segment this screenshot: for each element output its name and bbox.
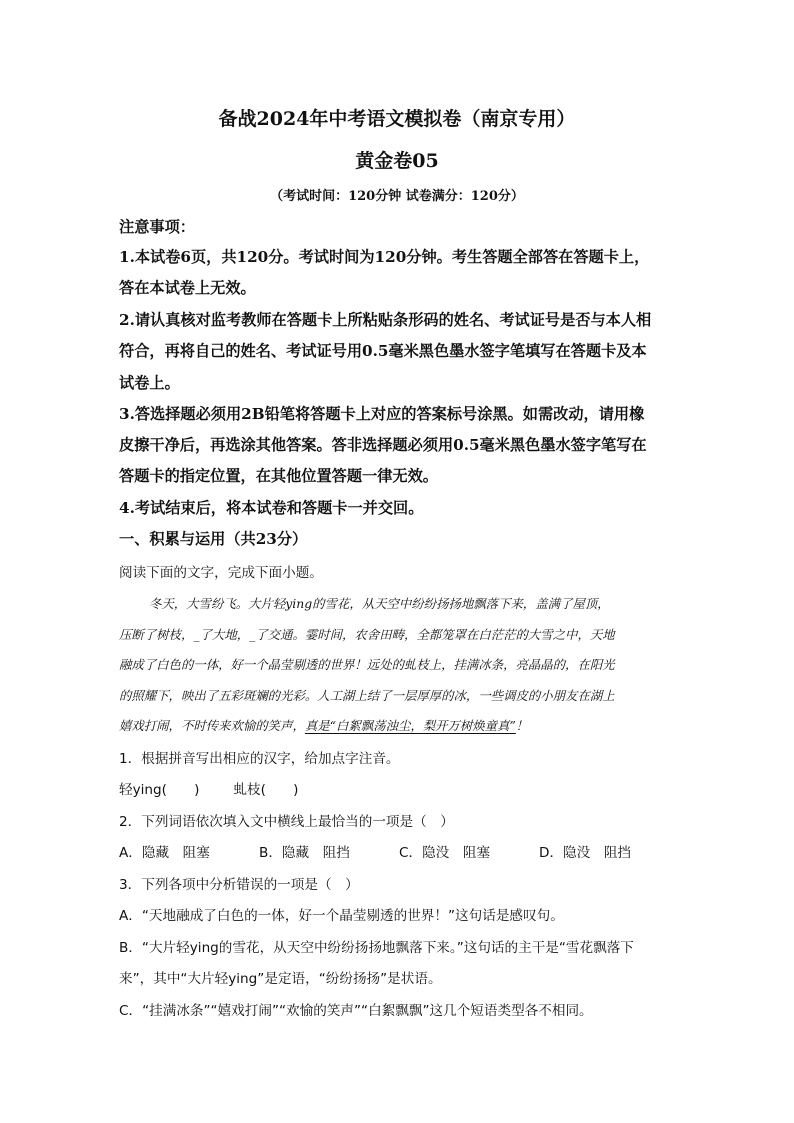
question-3-option-b-cont: 来”，其中“大片轻ying”是定语，“纷纷扬扬”是状语。 [119, 971, 442, 987]
passage-line: 的照耀下，映出了五彩斑斓的光彩。人工湖上结了一层厚厚的冰，一些调皮的小朋友在湖上 [119, 688, 615, 703]
question-3-stem: 3．下列各项中分析错误的一项是（ ） [119, 877, 359, 893]
question-3-option-c: C．“挂满冰条”“嬉戏打闹”“欢愉的笑声”“白絮飘飘”这几个短语类型各不相同。 [119, 1003, 593, 1019]
notice-line: 试卷上。 [119, 374, 180, 392]
question-3-option-a: A．“天地融成了白色的一体，好一个晶莹剔透的世界！”这句话是感叹句。 [119, 908, 564, 924]
passage-line: 融成了白色的一体，好一个晶莹剔透的世界！远处的虬枝上，挂满冰条，亮晶晶的，在阳光 [119, 657, 615, 672]
option-d: D．隐没 阻挡 [539, 845, 632, 861]
exam-info: （考试时间：120分钟 试卷满分：120分） [270, 189, 524, 204]
exam-title: 备战2024年中考语文模拟卷（南京专用） [218, 108, 576, 130]
question-1-stem: 1．根据拼音写出相应的汉字，给加点字注音。 [119, 751, 400, 767]
notice-line: 符合，再将自己的姓名、考试证号用0.5毫米黑色墨水签字笔填写在答题卡及本 [119, 342, 647, 360]
notice-line: 答题卡的指定位置，在其他位置答题一律无效。 [119, 467, 438, 485]
notice-line: 2.请认真核对监考教师在答题卡上所粘贴条形码的姓名、考试证号是否与本人相 [119, 311, 652, 329]
question-2-options [119, 841, 631, 861]
passage-text: ！ [515, 718, 529, 733]
question-1-item: 轻ying( ) [119, 782, 200, 798]
option-a: A．隐藏 阻塞 [119, 845, 210, 861]
section-heading: 一、积累与运用（共23分） [119, 530, 308, 548]
exam-subtitle: 黄金卷05 [355, 150, 439, 172]
passage-line: 冬天，大雪纷飞。大片轻ying的雪花，从天空中纷纷扬扬地飘落下来，盖满了屋顶， [149, 596, 610, 611]
question-1-item: 虬枝( ) [233, 782, 299, 798]
option-b: B．隐藏 阻挡 [259, 845, 350, 861]
reading-intro: 阅读下面的文字，完成下面小题。 [119, 565, 323, 581]
notice-line: 1.本试卷6页，共120分。考试时间为120分钟。考生答题全部答在答题卡上， [119, 248, 650, 266]
notice-heading: 注意事项： [119, 218, 195, 236]
passage-text: 嬉戏打闹，不时传来欢愉的笑声， [119, 718, 305, 733]
notice-line: 3.答选择题必须用2B铅笔将答题卡上对应的答案标号涂黑。如需改动，请用橡 [119, 405, 645, 423]
question-2-stem: 2．下列词语依次填入文中横线上最恰当的一项是（ ） [119, 814, 454, 830]
notice-line: 4.考试结束后，将本试卷和答题卡一并交回。 [119, 499, 424, 517]
passage-line [119, 716, 528, 734]
passage-line: 压断了树枝，_了大地，_了交通。霎时间，农舍田畴，全都笼罩在白茫茫的大雪之中，天地 [119, 627, 615, 642]
passage-underlined-quote: 真是“白絮飘荡浊尘，梨开万树焕童真” [304, 718, 516, 733]
notice-line: 皮擦干净后，再选涂其他答案。答非选择题必须用0.5毫米黑色墨水签字笔写在 [119, 436, 647, 454]
question-3-option-b: B．“大片轻ying的雪花，从天空中纷纷扬扬地飘落下来。”这句话的主干是“雪花飘落下 [119, 940, 634, 956]
question-1-items [119, 778, 298, 798]
notice-line: 答在本试卷上无效。 [119, 279, 256, 297]
option-c: C．隐没 阻塞 [399, 845, 491, 861]
